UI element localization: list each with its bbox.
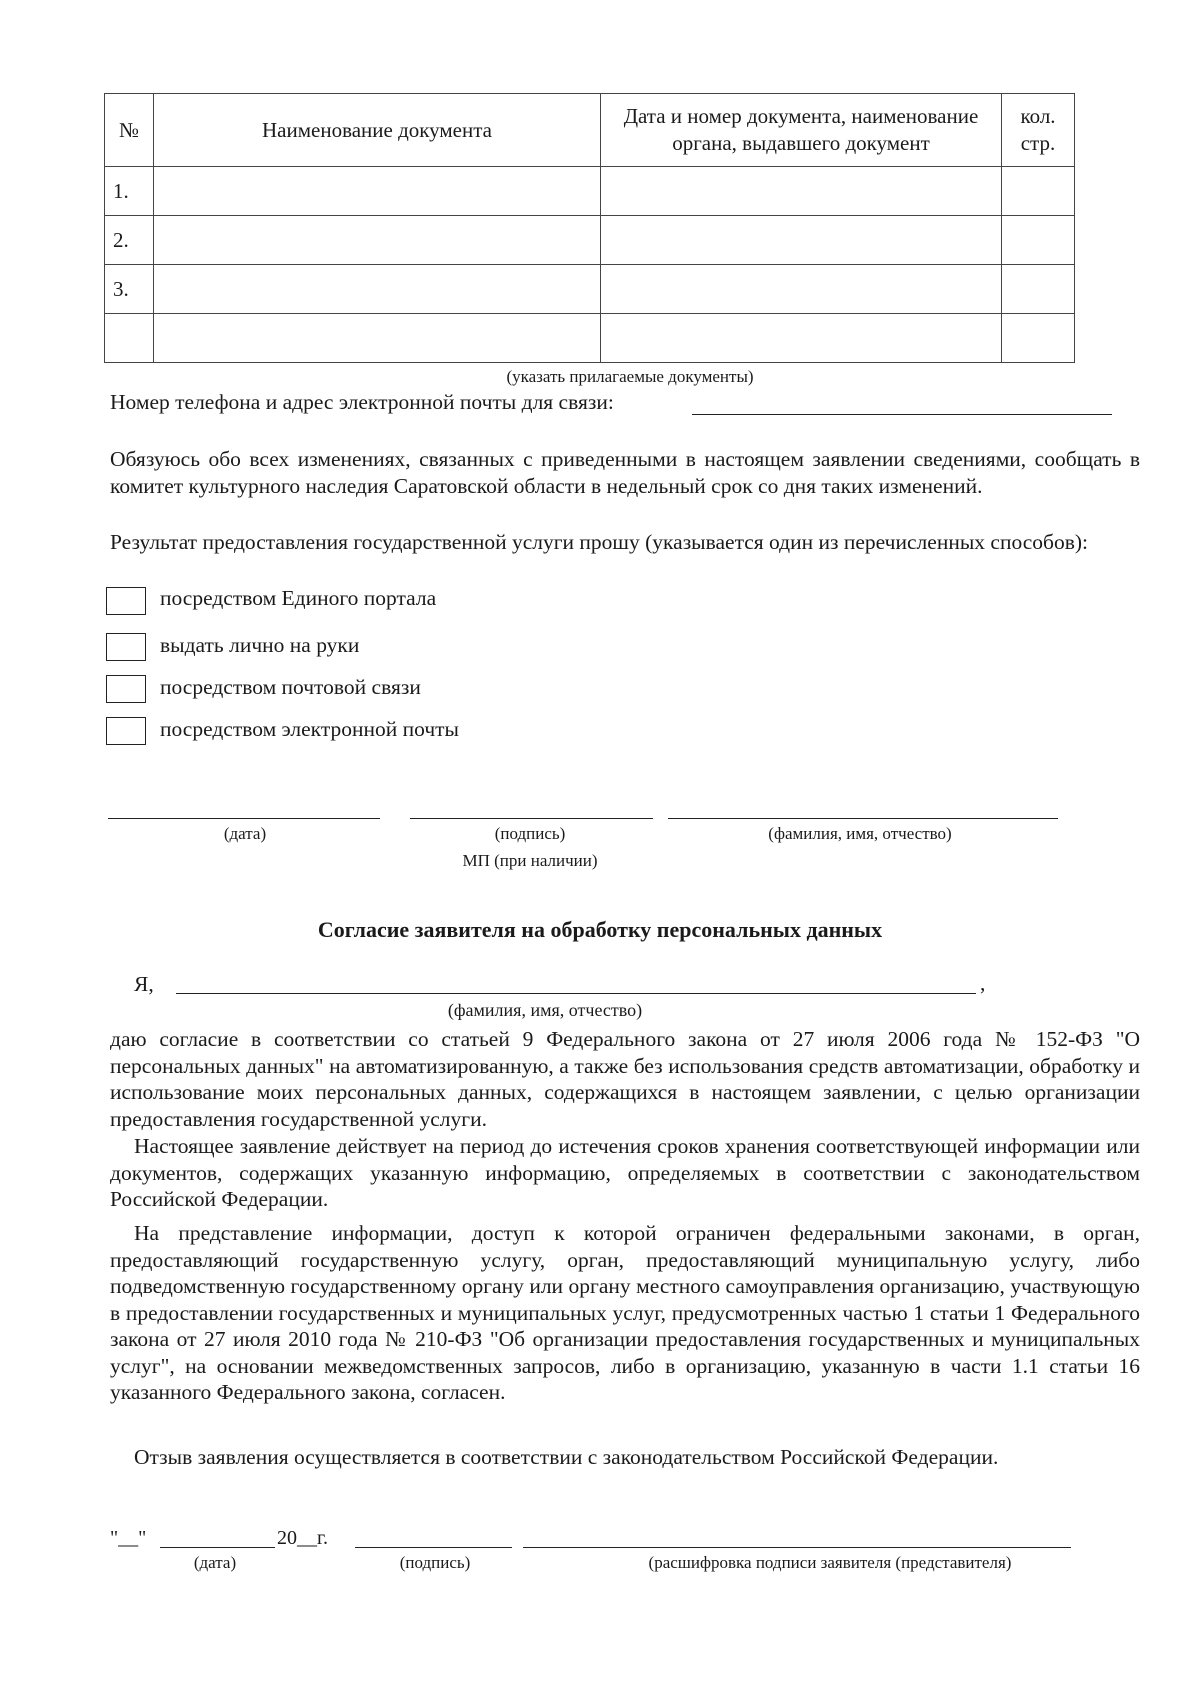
consent-paragraph-3: На представление информации, доступ к которой ограничен федеральными законами, в орган, предоставляющий государственную услугу, орган, предоставляющий муниципальную услугу, либо подведомственную государственному органу или органу местного самоуправления организацию, участвующую в предоставлении государственных и муниципальных услуг, предусмотренных частью 1 статьи 1 Федерального закона от 27 июля 2010 года № 210-ФЗ "Об организации предоставления государственных и муниципальных услуг", на основании межведомственных запросов, либо в организацию, указанную в части 1.1 статьи 16 указанного Федерального закона, согласен. <box>110 1221 1140 1404</box>
header-date-number: Дата и номер документа, наименование органа, выдавшего документ <box>601 94 1002 167</box>
consent-fio-caption: (фамилия, имя, отчество) <box>447 1000 643 1020</box>
consent-paragraph-4: Отзыв заявления осуществляется в соответствии с законодательством Российской Федерации. <box>134 1445 999 1469</box>
row-num: 3. <box>105 265 154 314</box>
cell-pages[interactable] <box>1002 216 1075 265</box>
attached-documents-table <box>104 93 1075 363</box>
result-intro: Результат предоставления государственной услуги прошу (указывается один из перечисленных способов): <box>110 530 1088 554</box>
consent-paragraph-1: даю согласие в соответствии со статьей 9 Федерального закона от 27 июля 2006 года № 152-ФЗ "О персональных данных" на автоматизированную, а также без использования средств автоматизации, обработку и использование моих персональных данных, содержащихся в настоящем заявлении, с целью организации предоставления государственной услуги. <box>110 1027 1140 1131</box>
signature-caption: (подпись) <box>494 824 566 843</box>
cell-document-name[interactable] <box>154 216 601 265</box>
cell-document-name[interactable] <box>154 265 601 314</box>
consent-date-prefix: "__" <box>110 1527 147 1549</box>
checkbox-in-person[interactable] <box>106 633 146 661</box>
checkbox-email[interactable] <box>106 717 146 745</box>
row-num <box>105 314 154 363</box>
header-num: № <box>105 94 154 167</box>
consent-date-caption: (дата) <box>193 1553 237 1572</box>
obligation-text: Обязуюсь обо всех изменениях, связанных с приведенными в настоящем заявлении сведениями, сообщать в комитет культурного наследия Саратовской области в недельный срок со дня таких изменений. <box>110 447 1140 498</box>
consent-title: Согласие заявителя на обработку персональных данных <box>317 917 883 942</box>
row-num: 2. <box>105 216 154 265</box>
cell-pages[interactable] <box>1002 314 1075 363</box>
consent-decoding-line[interactable] <box>523 1547 1071 1548</box>
cell-pages[interactable] <box>1002 265 1075 314</box>
consent-i-prefix: Я, <box>134 972 154 996</box>
cell-date-number[interactable] <box>601 216 1002 265</box>
stamp-caption: МП (при наличии) <box>462 851 598 870</box>
cell-date-number[interactable] <box>601 265 1002 314</box>
table-caption: (указать прилагаемые документы) <box>506 367 754 386</box>
consent-decoding-caption: (расшифровка подписи заявителя (представителя) <box>648 1553 1012 1572</box>
consent-year: 20__г. <box>277 1527 328 1549</box>
date-line[interactable] <box>108 818 380 819</box>
header-document-name: Наименование документа <box>154 94 601 167</box>
contact-input[interactable] <box>692 389 1112 415</box>
cell-date-number[interactable] <box>601 314 1002 363</box>
consent-fio-line[interactable] <box>176 993 976 994</box>
table-row <box>105 314 1075 363</box>
option-label-in-person: выдать лично на руки <box>160 633 360 657</box>
fio-caption: (фамилия, имя, отчество) <box>768 824 952 843</box>
table-row <box>105 167 1075 216</box>
option-label-postal: посредством почтовой связи <box>160 675 421 699</box>
date-caption: (дата) <box>223 824 267 843</box>
table-header-row <box>105 94 1075 167</box>
table-row <box>105 216 1075 265</box>
consent-paragraph-2: Настоящее заявление действует на период до истечения сроков хранения соответствующей информации или документов, содержащих указанную информацию, определяемых в соответствии с законодательством Российской Федерации. <box>110 1134 1140 1211</box>
cell-document-name[interactable] <box>154 167 601 216</box>
checkbox-postal[interactable] <box>106 675 146 703</box>
checkbox-unified-portal[interactable] <box>106 587 146 615</box>
contact-label: Номер телефона и адрес электронной почты для связи: <box>110 390 614 414</box>
table-row <box>105 265 1075 314</box>
consent-date-line[interactable] <box>160 1547 275 1548</box>
consent-signature-caption: (подпись) <box>399 1553 471 1572</box>
cell-date-number[interactable] <box>601 167 1002 216</box>
cell-document-name[interactable] <box>154 314 601 363</box>
signature-line[interactable] <box>410 818 653 819</box>
consent-signature-line[interactable] <box>355 1547 512 1548</box>
option-label-email: посредством электронной почты <box>160 717 459 741</box>
row-num: 1. <box>105 167 154 216</box>
header-pages: кол. стр. <box>1002 94 1075 167</box>
consent-i-suffix: , <box>980 971 986 995</box>
fio-line[interactable] <box>668 818 1058 819</box>
cell-pages[interactable] <box>1002 167 1075 216</box>
option-label-unified-portal: посредством Единого портала <box>160 586 437 610</box>
